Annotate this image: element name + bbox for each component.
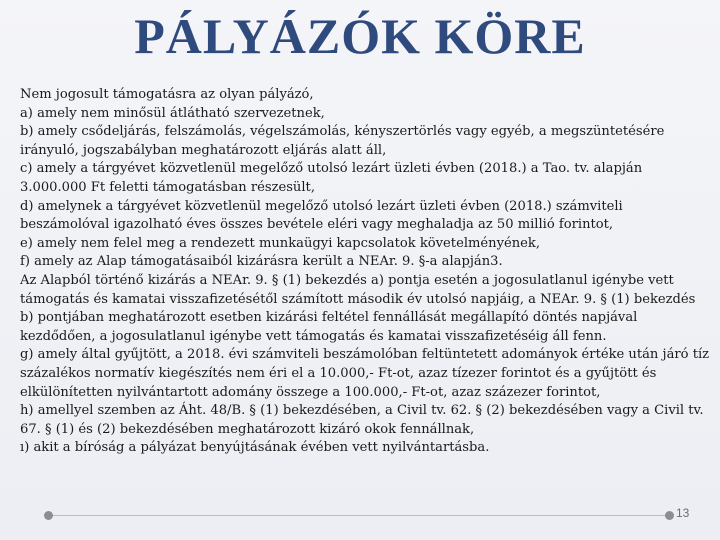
body-line-c: c) amely a tárgyévet közvetlenül megelőző utolsó lezárt üzleti évben (2018.) a Tao. tv. alapján 3.000.000 Ft feletti támogatásban részesült,	[20, 161, 643, 195]
body-line-g: g) amely által gyűjtött, a 2018. évi számviteli beszámolóban feltüntetett adományok értéke után járó tíz százalékos normatív kiegészítés nem éri el a 10.000,- Ft-ot, azaz tízezer forintot és a gyűjtött és elkülönítetten nyilvántartott adomány összege a 100.000,- Ft-ot, azaz százezer forintot,	[20, 347, 710, 400]
body-line-i: ı) akit a bíróság a pályázat benyújtásának évében vett nyilvántartásba.	[20, 440, 490, 456]
body-line-e: e) amely nem felel meg a rendezett munkaügyi kapcsolatok követelményének,	[20, 235, 541, 251]
body-line-d: d) amelynek a tárgyévet közvetlenül megelőző utolsó lezárt üzleti évben (2018.) számviteli beszámolóval igazolható éves összes bevétele eléri vagy meghaladja az 50 millió forintot,	[20, 198, 623, 233]
footer-divider	[50, 515, 670, 516]
slide-body	[20, 86, 710, 458]
footer-dot-right	[665, 511, 674, 520]
body-line-exclusion-note: Az Alapból történő kizárás a NEAr. 9. § (1) bekezdés a) pontja esetén a jogosulatlanul igénybe vett támogatás és kamatai visszafizetésétől számított második év utolsó napjáig, a NEAr. 9. § (1) bekezdés b) pontjában meghatározott esetben kizárási feltétel fennállását megállapító döntés napjával kezdődően, a jogosulatlanul igénybe vett támogatás és kamatai visszafizetéséig áll fenn.	[20, 272, 696, 344]
body-line-a: a) amely nem minősül átlátható szervezetnek,	[20, 105, 325, 121]
body-line-f: f) amely az Alap támogatásaiból kizárásra került a NEAr. 9. §-a alapján3.	[20, 254, 503, 270]
body-line-intro: Nem jogosult támogatásra az olyan pályázó,	[20, 87, 314, 102]
slide-title: PÁLYÁZÓK KÖRE	[134, 8, 586, 64]
body-line-b: b) amely csődeljárás, felszámolás, végelszámolás, kényszertörlés vagy egyéb, a megszüntetésére irányuló, jogszabályban meghatározott eljárás alatt áll,	[20, 124, 665, 158]
page-number: 13	[676, 506, 690, 520]
footer-dot-left	[44, 511, 53, 520]
body-line-h: h) amellyel szemben az Áht. 48/B. § (1) bekezdésében, a Civil tv. 62. § (2) bekezdésében vagy a Civil tv. 67. § (1) és (2) bekezdésében meghatározott kizáró okok fennállnak,	[20, 403, 704, 437]
